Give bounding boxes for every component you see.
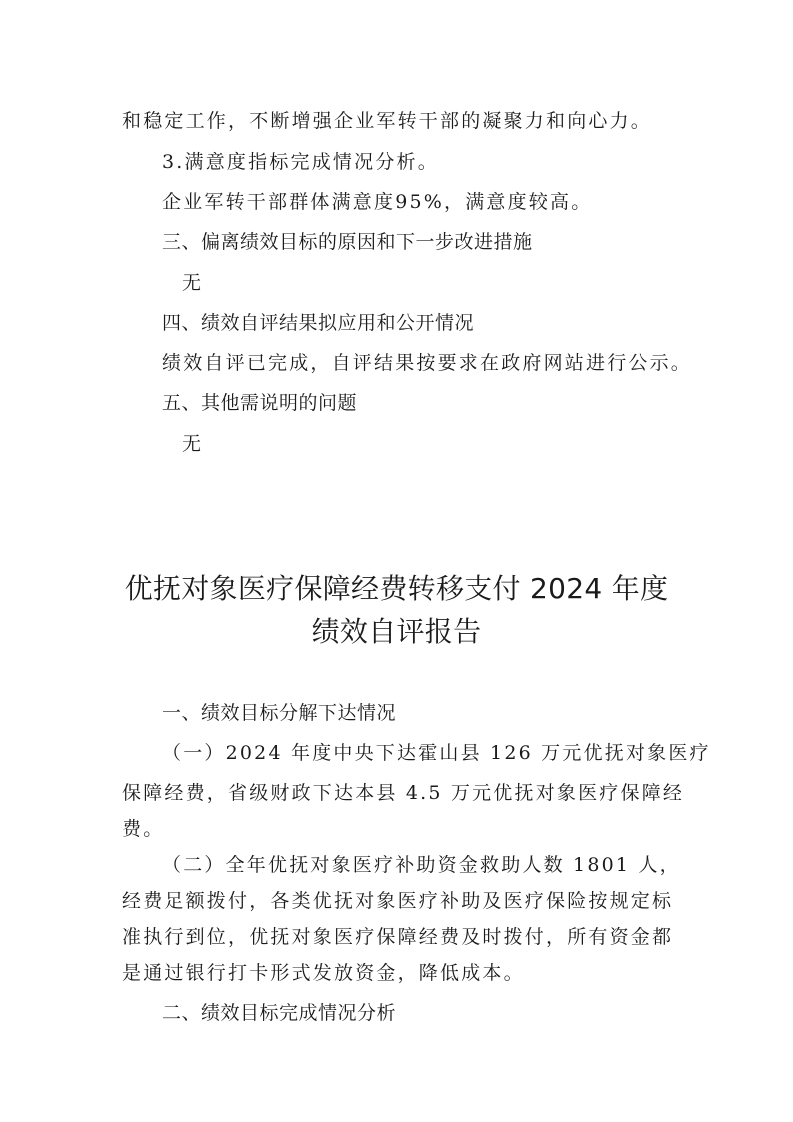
paragraph-line: 企业军转干部群体满意度95%，满意度较高。 (162, 191, 593, 213)
paragraph-line: 费。 (122, 818, 165, 840)
paragraph-line: 保障经费，省级财政下达本县 4.5 万元优抚对象医疗保障经 (122, 782, 685, 804)
paragraph-line: 和稳定工作，不断增强企业军转干部的凝聚力和向心力。 (122, 110, 653, 132)
section-heading: 三、偏离绩效目标的原因和下一步改进措施 (162, 231, 533, 253)
paragraph-line: 无 (182, 433, 204, 455)
paragraph-line: 无 (182, 272, 204, 294)
report-title: 优抚对象医疗保障经费转移支付 2024 年度 (124, 572, 669, 605)
paragraph-line: （一）2024 年度中央下达霍山县 126 万元优抚对象医疗 (162, 742, 711, 764)
section-heading: 二、绩效目标完成情况分析 (162, 1002, 397, 1024)
paragraph-line: 准执行到位，优抚对象医疗保障经费及时拨付，所有资金都 (122, 926, 674, 948)
section-heading: 五、其他需说明的问题 (162, 392, 358, 414)
section-heading: 四、绩效自评结果拟应用和公开情况 (162, 312, 475, 334)
paragraph-line: （二）全年优抚对象医疗补助资金救助人数 1801 人， (162, 854, 681, 876)
paragraph-line: 经费足额拨付，各类优抚对象医疗补助及医疗保险按规定标 (122, 890, 674, 912)
subsection-title: 3.满意度指标完成情况分析。 (162, 151, 439, 173)
paragraph-line: 是通过银行打卡形式发放资金，降低成本。 (122, 962, 525, 984)
report-title: 绩效自评报告 (311, 615, 482, 648)
section-heading: 一、绩效目标分解下达情况 (162, 702, 397, 724)
paragraph-line: 绩效自评已完成，自评结果按要求在政府网站进行公示。 (162, 352, 693, 374)
